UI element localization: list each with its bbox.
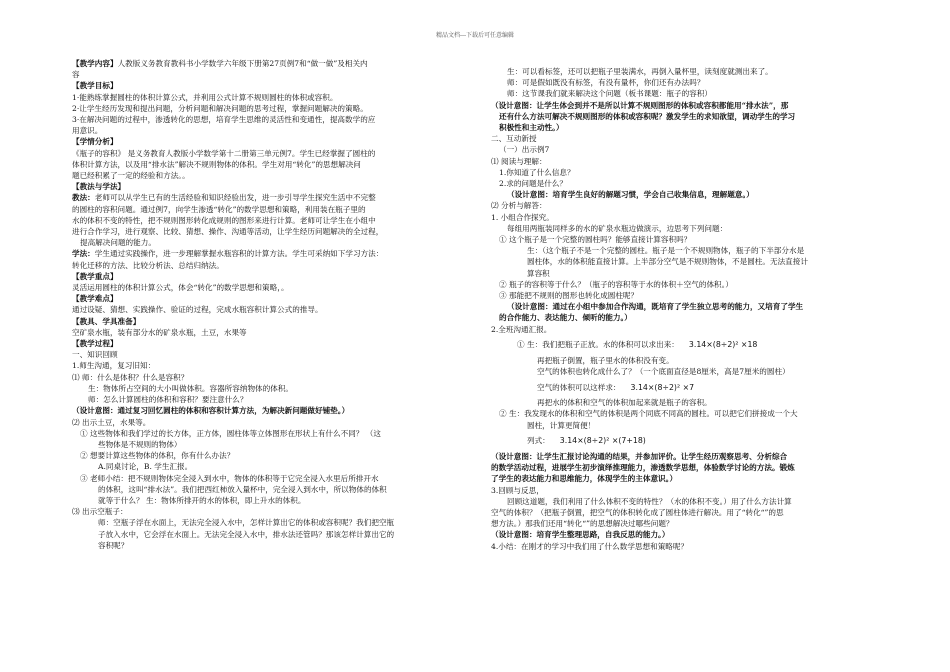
text-line: 3·在解决问题的过程中，渗透转化的思想，培育学生思维的灵活性和变通性，提高数学的应 xyxy=(72,115,376,125)
formula-row-water xyxy=(491,335,883,355)
text-line: 想方法。）那我们还用“转化“”的思想解决过哪些问题？ xyxy=(491,519,674,529)
formula-air-volume: 3.14×(8÷2)² ×7 xyxy=(630,382,695,392)
text-line: 【教学目标】 xyxy=(72,81,118,91)
text-line: 提高解决问题的能力。 xyxy=(80,238,156,248)
text-line: ⑶ 出示空瓶子： xyxy=(72,507,128,517)
page-header: 精品文档---下载后可任意编辑 xyxy=(435,32,515,39)
text-line: 2·让学生经历发现和提出问题，分析问题和解决问题的思考过程，掌握问题解决的策略。 xyxy=(72,103,368,113)
text-line: 师：可是假如既没有标签，有没有量杯，你们还有办法吗？ xyxy=(507,78,705,88)
text-line: （一）出示例7 xyxy=(499,145,550,155)
text-line: 1. 小组合作探究。 xyxy=(491,212,554,222)
text-line: 的合作能力、表达能力、倾听的能力。） xyxy=(499,313,632,323)
formula-prefix-air: 空气的体积可以这样求： xyxy=(537,382,621,392)
text-line: 就等于什么？ 生：物体所排开的水的体积，即上升水的体积。 xyxy=(98,495,306,505)
text-line: 灵活运用圆柱的体积计算公式，体会“转化”的数学思想和策略，。 xyxy=(72,283,289,293)
text-line: 回顾这道题，我们利用了什么体积不变的特性？（水的体积不变。）用了什么方法计算 xyxy=(507,496,792,506)
text-line: 生：（这个瓶子不是一个完整的圆柱。瓶子是一个不规则物体，瓶子的下半部分水是 xyxy=(527,246,805,256)
text-line: 圆柱，计算更简便！ xyxy=(527,420,596,430)
text-line: 题已经积累了一定的经验和方法。。 xyxy=(72,171,190,181)
text-line: （设计意图：让学生体会到并不是所以计算不规则图形的体积或容积都能用“排水法”，那 xyxy=(491,100,789,110)
text-line: ⑵ 出示土豆，水果等。 xyxy=(72,417,151,427)
text-line: 一、知识回顾 xyxy=(72,350,118,360)
text-line: 【教学过程】 xyxy=(72,339,118,349)
text-line: （设计意图：培育学生良好的解题习惯，学会自己收集信息，理解题意。） xyxy=(507,190,754,200)
text-line: 空矿泉水瓶，装有部分水的矿泉水瓶，土豆，水果等 xyxy=(72,327,247,337)
text-line: 师：这节课我们就来解决这个问题（板书课题：瓶子的容积） xyxy=(507,89,713,99)
text-line: 【教学重点】 xyxy=(72,271,118,281)
text-line: 的数学活动过程，进展学生初步演绎推理能力，渗透数学思想，体验数学讨论的方法。锻炼 xyxy=(491,463,795,473)
right-column xyxy=(491,66,883,552)
text-line: 再把水的体积和空气的体积加起来就是瓶子的容积。 xyxy=(537,398,712,408)
text-line: ⑵ 分析与解答： xyxy=(491,201,547,211)
text-line: 1.师生沟通，复习旧知： xyxy=(72,361,156,371)
text-line: ② 生：我发现水的体积和空气的体积是两个同底不同高的圆柱。可以把它们拼接成一个大 xyxy=(499,409,798,419)
text-line: 了学生的表达能力和思维能力，体现学生的主体意识。） xyxy=(491,474,678,484)
left-column xyxy=(72,58,458,551)
right-bottom-text xyxy=(491,451,883,552)
text-line: 水的体积不变的特性，把不规则图形转化成规则的图形来进行计算。老师可让学生在小组中 xyxy=(72,215,376,225)
text-line: ⑴ 师：什么是体积？什么是容积？ xyxy=(72,372,189,382)
right-mid2-text xyxy=(491,397,883,431)
text-line: 每组用两瓶装同样多的水的矿泉水瓶边做演示，边思考下列问题： xyxy=(507,223,728,233)
text-line: 还有什么方法可解决不规则图形的体积或容积呢？激发学生的求知欲望，调动学生的学习 xyxy=(499,111,796,121)
text-line: 教法：老师可以从学生已有的生活经验和知识经验出发，进一步引导学生探究生活中不完整 xyxy=(72,193,376,203)
text-line: 的体积，这叫“排水法”。我们把西红柿放入量杯中，完全浸入到水中，所以物体的体积 xyxy=(98,484,387,494)
formula-prefix-total: 列式： xyxy=(527,436,550,446)
text-line: 【教具、学具准备】 xyxy=(72,316,141,326)
text-line: 生：物体所占空间的大小叫做体积。容器所容纳物体的体积。 xyxy=(88,383,294,393)
text-line: A.同桌讨论，B. 学生汇报。 xyxy=(98,462,193,472)
text-line: 【教学内容】人教版义务教育教科书小学数学六年级下册第27页例7和“做一做”及相关内 xyxy=(72,59,368,68)
text-line: ① 这个瓶子是一个完整的圆柱吗？能够直接计算容积吗？ xyxy=(499,235,692,245)
bold-label: 教法： xyxy=(72,193,95,203)
text-line: 圆柱体，水的体积能直接计算。上半部分空气是不规则物体，不是圆柱。无法直接计 xyxy=(527,257,808,267)
text-line: 转化迁移的方法、比较分析法、总结归纳法。 xyxy=(72,260,224,270)
text-line: 学法：学生通过实践操作，进一步理解掌握水瓶容积的计算方法。学生可采纳如下学习方法： xyxy=(72,249,384,259)
text-line: ② 想要计算这些物体的体积，你有什么办法？ xyxy=(80,451,235,461)
formula-row-total xyxy=(491,431,883,451)
formula-row-air xyxy=(491,377,883,397)
text-line: 师：怎么计算圆柱的体积和容积？要注意什么？ xyxy=(88,395,248,405)
text-line: 2.全班沟通汇报。 xyxy=(491,324,552,334)
text-line: 通过设疑、猜想、实践操作、验证的过程，完成水瓶容积计算公式的推导。 xyxy=(72,305,323,315)
text-line: （设计意图：培育学生整理思路，自我反思的能力。） xyxy=(491,530,670,540)
text-line: 1.你知道了什么信息？ xyxy=(499,167,575,177)
bold-label: 学法： xyxy=(72,249,95,259)
right-mid1-text xyxy=(491,355,883,377)
text-line: 2.求的问题是什么？ xyxy=(499,179,567,189)
text-line: 些物体是不规则的物体） xyxy=(98,439,182,449)
text-line: 空气的体积？（把瓶子倒置，把空气的体积转化成了圆柱体进行解决。用了“转化“”的思 xyxy=(491,507,784,517)
text-line: 1·能熟练掌握圆柱的体积计算公式，并利用公式计算不规则圆柱的体积或容积。 xyxy=(72,92,338,102)
text-line: 容 xyxy=(72,70,80,80)
text-line: 进行合作学习，进行观察、比较、猜想、操作、沟通等活动，让学生经历问题解决的全过程， xyxy=(72,227,384,237)
text-line: 再把瓶子倒置，瓶子里水的体积没有变。 xyxy=(537,355,674,365)
text-line: ① 这些物体和我们学过的长方体，正方体，圆柱体等立体图形在形状上有什么不同？ （这 xyxy=(80,428,381,438)
text-line: 算容积 xyxy=(527,268,550,278)
text-line: （设计意图：通过复习回忆圆柱的体积和容积计算方法，为解决新问题做好铺垫。） xyxy=(72,406,350,416)
text-line: 师：空瓶子浮在水面上，无法完全浸入水中，怎样计算出它的体积或容积呢？我们把空瓶 xyxy=(98,518,395,528)
text-line: 用意识。 xyxy=(72,126,103,136)
text-line: 积极性和主动性。） xyxy=(499,123,564,133)
text-line: 空气的体积也转化成什么了？（一个底面直径是8厘米，高是7厘米的圆柱） xyxy=(537,367,790,377)
right-top-text xyxy=(491,66,883,335)
text-line: ② 瓶子的容积等于什么？（瓶子的容积等于水的体积＋空气的体积。） xyxy=(499,279,734,289)
formula-prefix-water: ① 生：我们把瓶子正放。水的体积可以求出来： xyxy=(517,340,679,350)
text-line: ③ 老师小结：把不规则物体完全浸入到水中，物体的体积等于它完全浸入水里后所排开水 xyxy=(80,473,379,483)
text-line: ⑴ 阅读与理解： xyxy=(491,156,547,166)
text-line: 4.小结：在刚才的学习中我们用了什么数学思想和策略呢？ xyxy=(491,541,689,551)
text-line: 的圆柱的容积问题。通过例7，向学生渗透“转化”的数学思想和策略，利用装在瓶子里的 xyxy=(72,204,366,214)
formula-water-volume: 3.14×(8÷2)² ×18 xyxy=(688,340,758,350)
formula-total-volume: 3.14×(8÷2)² ×(7+18) xyxy=(559,436,646,446)
text-line: （设计意图：通过在小组中参加合作沟通，既培育了学生独立思考的能力，又培育了学生 xyxy=(507,302,804,312)
text-line: （设计意图：让学生汇报讨论沟通的结果，并参加评价。让学生经历观察思考、分析综合 xyxy=(491,451,788,461)
text-line: 《瓶子的容积》 是义务教育人教版小学数学第十二册第三单元例7。学生已经掌握了圆柱的 xyxy=(72,148,376,158)
text-line: 子放入水中，它会浮在水面上。无法完全浸入水中，排水法还管吗？那该怎样计算出它的 xyxy=(98,529,395,539)
text-line: 【教法与学法】 xyxy=(72,182,126,192)
text-line: 生：可以看标签，还可以把瓶子里装满水，再倒入量杯里，读刻度就测出来了。 xyxy=(507,67,773,76)
bold-label: 【教学内容】 xyxy=(72,59,118,68)
text-line: ③ 那能把不规则的图形也转化成圆柱呢？ xyxy=(499,291,639,301)
text-line: 【学情分析】 xyxy=(72,137,118,147)
text-line: 二、互动新授 xyxy=(491,134,537,144)
text-line: 【教学难点】 xyxy=(72,294,118,304)
text-line: 体积计算方法，以及用“排水法”解决不规则物体的体积。学生对用“转化”的思想解决问 xyxy=(72,159,361,169)
text-line: 容积呢？ xyxy=(98,540,129,550)
text-line: 3.回顾与反思， xyxy=(491,485,544,495)
